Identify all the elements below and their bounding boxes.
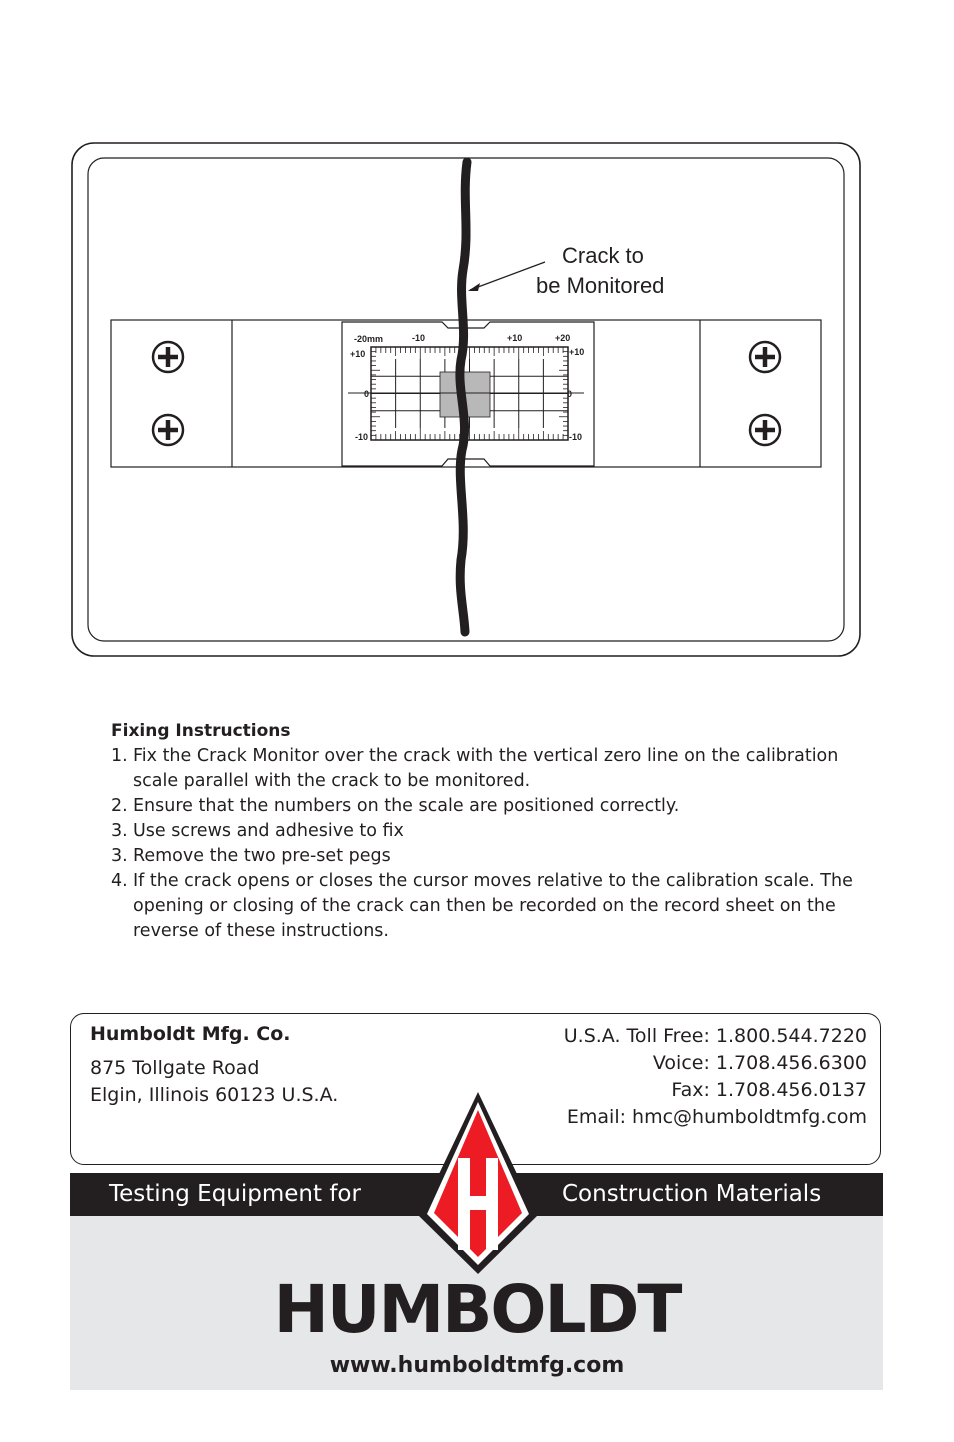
scale-label-minus10-top: -10 [412,333,426,343]
scale-label-minus20mm: -20mm [354,334,384,344]
scale-label-minus10-left: -10 [355,432,369,442]
scale-label-plus10-left: +10 [350,349,366,359]
brand-name: HUMBOLDT [273,1271,681,1348]
toll-free-number: U.S.A. Toll Free: 1.800.544.7220 [563,1025,867,1047]
company-name: Humboldt Mfg. Co. [90,1023,291,1045]
tagline-left: Testing Equipment for [109,1181,361,1207]
scale-label-minus10-right: -10 [569,432,583,442]
scale-label-plus10-top: +10 [507,333,523,343]
fax-number: Fax: 1.708.456.0137 [671,1079,867,1101]
scale-label-plus20-top: +20 [555,333,571,343]
address-line-1: 875 Tollgate Road [90,1057,260,1079]
list-item: 2. Ensure that the numbers on the scale are positioned correctly. [111,796,680,816]
list-item: 1. Fix the Crack Monitor over the crack with the vertical zero line on the calibration scale parallel with the crack to be monitored. [111,746,839,791]
list-item: 4. If the crack opens or closes the cursor moves relative to the calibration scale. The opening or closing of the crack can then be recorded on the record sheet on the reverse of these instructions. [111,871,853,941]
voice-number: Voice: 1.708.456.6300 [652,1052,867,1074]
callout-line-2: be Monitored [536,273,665,298]
list-item: 3. Use screws and adhesive to fix [111,821,404,841]
scale-label-zero-right: 0 [567,389,573,399]
callout-line-1: Crack to [562,243,644,268]
tagline-right: Construction Materials [562,1181,822,1207]
scale-label-zero-left: 0 [364,389,370,399]
website-link[interactable]: www.humboldtmfg.com [329,1353,625,1378]
scale-label-plus10-right: +10 [569,347,585,357]
list-item: 3. Remove the two pre-set pegs [111,846,391,866]
email-address: Email: hmc@humboldtmfg.com [566,1106,867,1128]
instructions-heading: Fixing Instructions [111,721,291,741]
address-line-2: Elgin, Illinois 60123 U.S.A. [90,1084,339,1106]
